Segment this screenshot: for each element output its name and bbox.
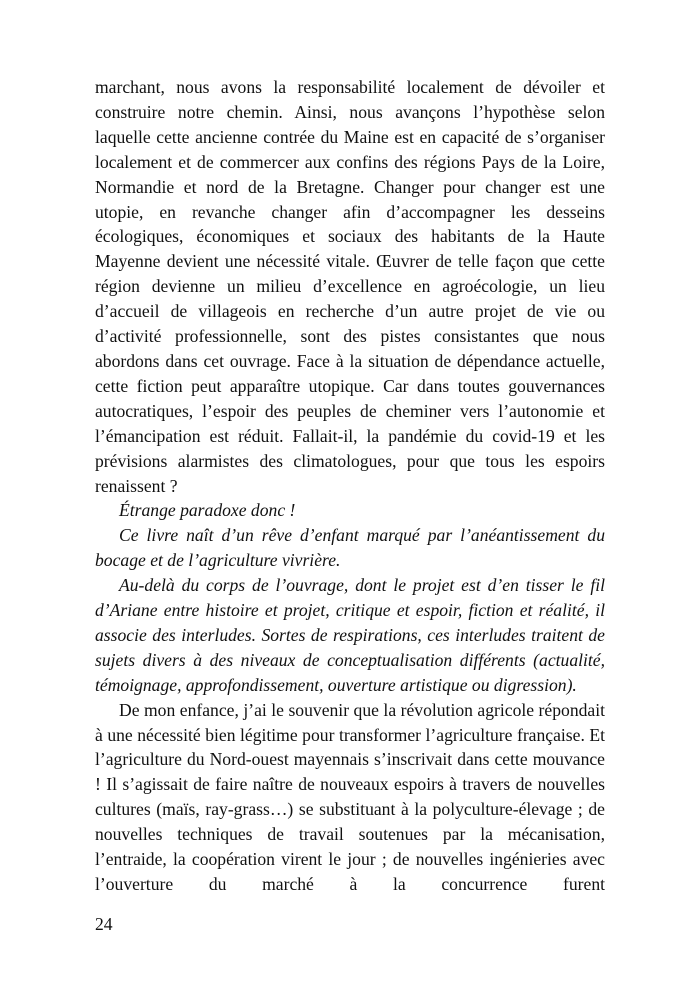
page-number: 24 [95,914,113,934]
paragraph-1: marchant, nous avons la responsabilité localement de dévoiler et construire notre chemin. Ainsi, nous avançons l’hypothèse selon laquelle cette ancienne contrée du Maine est en capacité de s’organiser localement et de commercer aux confins des régions Pays de la Loire, Normandie et nord de la Bretagne. Changer pour changer est une utopie, en revanche changer afin d’accompagner les desseins écologiques, économiques et sociaux des habitants de la Haute Mayenne devient une nécessité vitale. Œuvrer de telle façon que cette région devienne un milieu d’excellence en agroécologie, un lieu d’accueil de villageois en recherche d’un autre projet de vie ou d’activité professionnelle, sont des pistes consistantes que nous abordons dans cet ouvrage. Face à la situation de dépendance actuelle, cette fiction peut apparaître utopique. Car dans toutes gouvernances autocratiques, l’espoir des peuples de cheminer vers l’autonomie et l’émancipation est réduit. Fallait-il, la pandémie du covid-19 et les prévisions alarmistes des climatologues, pour que tous les espoirs renaissent ? [95,77,605,496]
paragraph-2: Étrange paradoxe donc ! [119,500,296,521]
page-body [95,75,605,897]
paragraph-3: Ce livre naît d’un rêve d’enfant marqué par l’anéantissement du bocage et de l’agriculture vivrière. [95,525,605,571]
paragraph-5: De mon enfance, j’ai le souvenir que la révolution agricole répondait à une nécessité bien légitime pour transformer l’agriculture française. Et l’agriculture du Nord-ouest mayennais s’inscrivait dans cette mouvance ! Il s’agissait de faire naître de nouveaux espoirs à travers de nouvelles cultures (maïs, ray-grass…) se substituant à la polyculture-élevage ; de nouvelles techniques de travail soutenues par la mécanisation, l’entraide, la coopération virent le jour ; de nouvelles ingénieries avec l’ouverture du marché à la concurrence furent [95,699,605,894]
paragraph-4: Au-delà du corps de l’ouvrage, dont le projet est d’en tisser le fil d’Ariane entre histoire et projet, critique et espoir, fiction et réalité, il associe des interludes. Sortes de respirations, ces interludes traitent de sujets divers à des niveaux de conceptualisation différents (actualité, témoignage, approfondissement, ouverture artistique ou digression). [95,575,605,695]
